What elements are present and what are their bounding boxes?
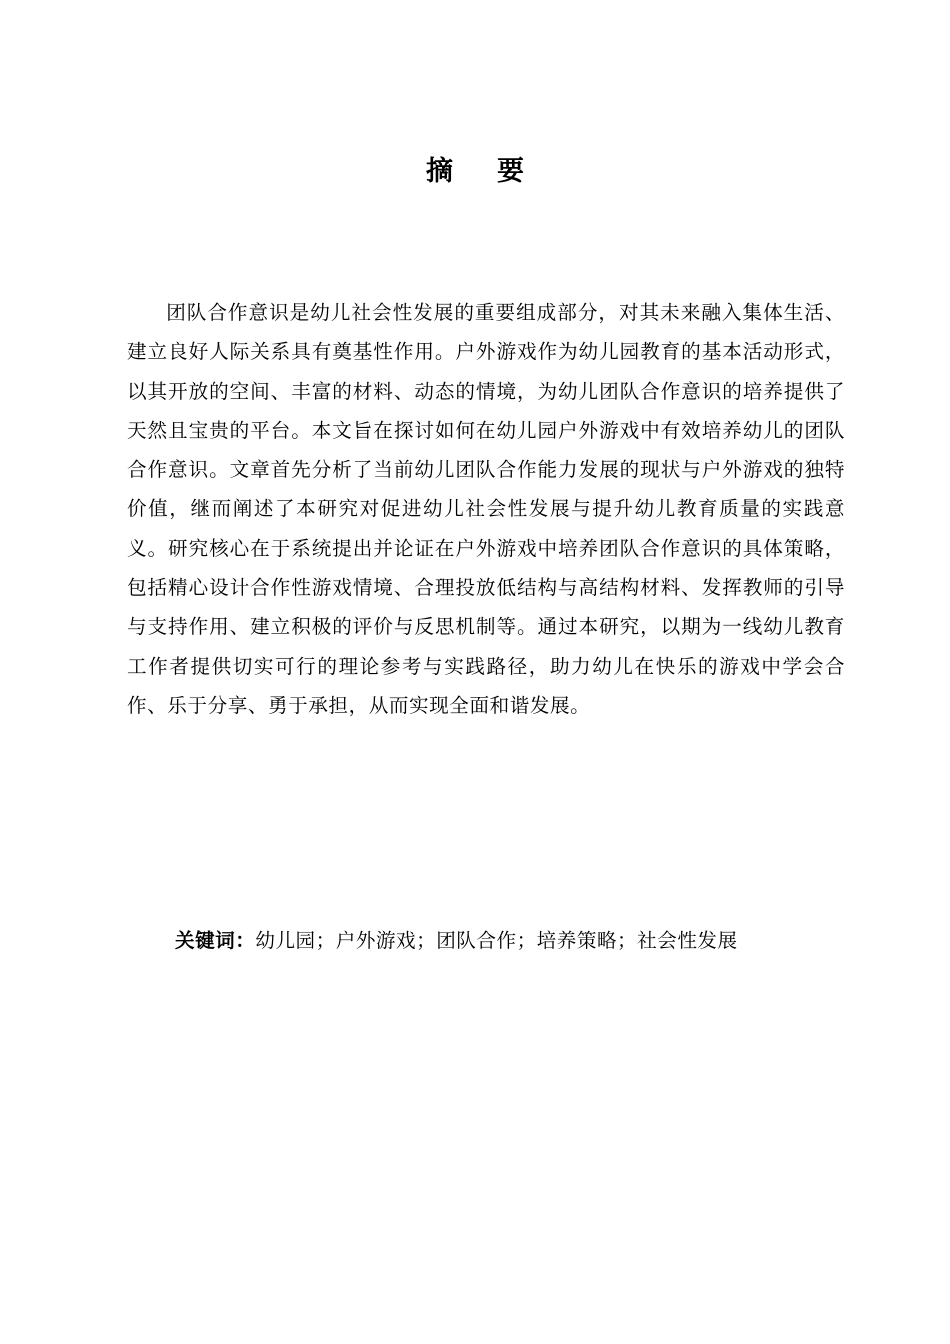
- abstract-title-char-1: 摘: [426, 156, 453, 187]
- keywords-label: 关键词：: [175, 929, 256, 952]
- keywords-line: [175, 923, 855, 959]
- keywords-text: 幼儿园；户外游戏；团队合作；培养策略；社会性发展: [255, 929, 738, 952]
- abstract-body: 团队合作意识是幼儿社会性发展的重要组成部分，对其未来融入集体生活、建立良好人际关系具有奠基性作用。户外游戏作为幼儿园教育的基本活动形式，以其开放的空间、丰富的材料、动态的情境，为幼儿团队合作意识的培养提供了天然且宝贵的平台。本文旨在探讨如何在幼儿园户外游戏中有效培养幼儿的团队合作意识。文章首先分析了当前幼儿团队合作能力发展的现状与户外游戏的独特价值，继而阐述了本研究对促进幼儿社会性发展与提升幼儿教育质量的实践意义。研究核心在于系统提出并论证在户外游戏中培养团队合作意识的具体策略，包括精心设计合作性游戏情境、合理投放低结构与高结构材料、发挥教师的引导与支持作用、建立积极的评价与反思机制等。通过本研究，以期为一线幼儿教育工作者提供切实可行的理论参考与实践路径，助力幼儿在快乐的游戏中学会合作、乐于分享、勇于承担，从而实现全面和谐发展。: [127, 301, 845, 717]
- abstract-title-char-2: 要: [497, 156, 524, 187]
- abstract-title: [0, 152, 950, 192]
